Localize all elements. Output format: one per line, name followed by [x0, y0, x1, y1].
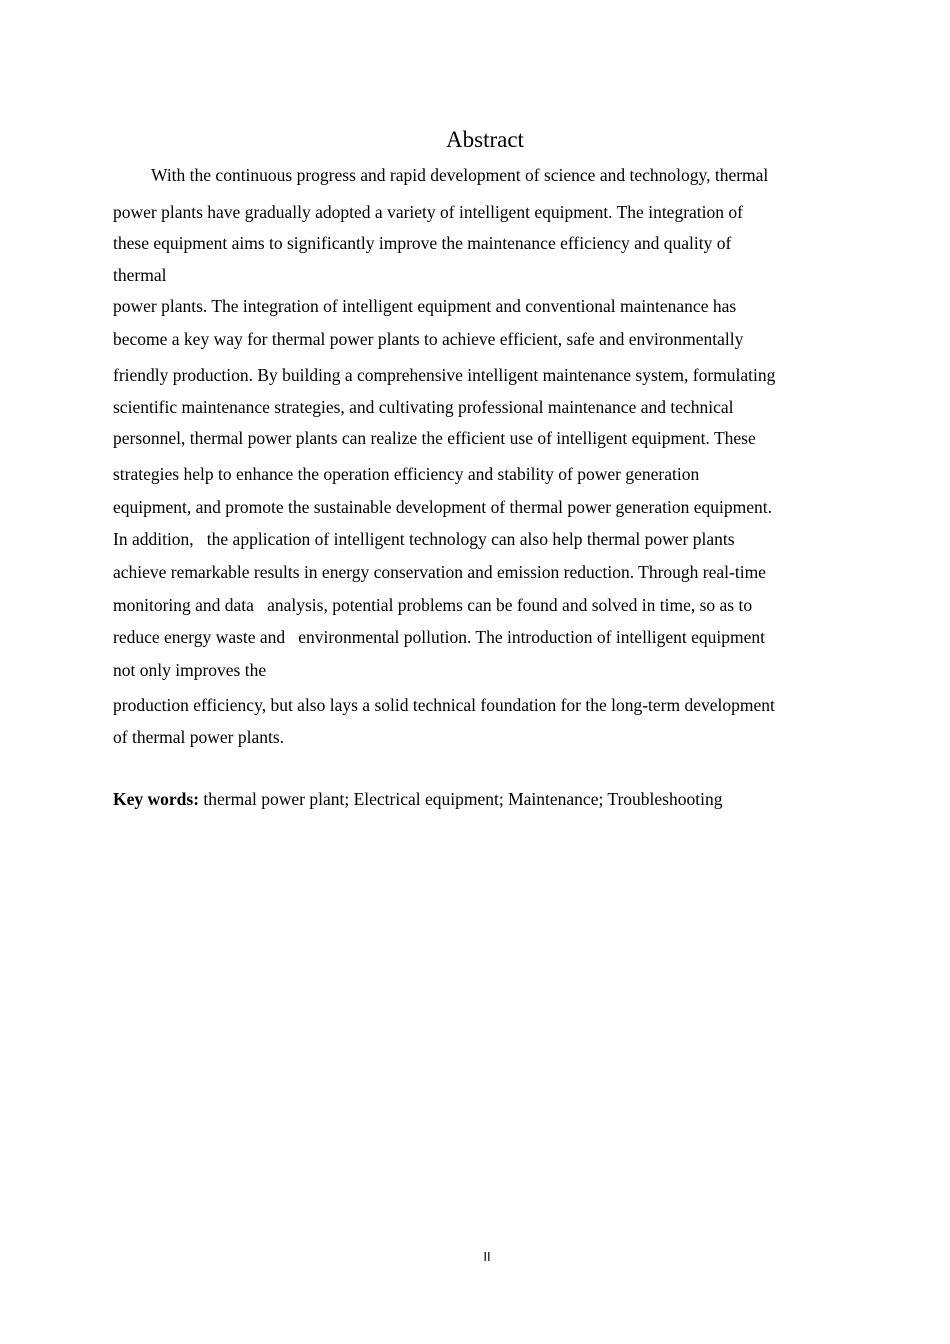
abstract-line: become a key way for thermal power plants to achieve efficient, safe and environmentally — [113, 329, 744, 349]
abstract-line: equipment, and promote the sustainable development of thermal power generation equipment. — [113, 497, 772, 517]
abstract-line: achieve remarkable results in energy conservation and emission reduction. Through real-time — [113, 562, 766, 582]
abstract-line: scientific maintenance strategies, and cultivating professional maintenance and technical — [113, 397, 734, 417]
abstract-line: power plants. The integration of intelligent equipment and conventional maintenance has — [113, 296, 737, 316]
abstract-line: production efficiency, but also lays a solid technical foundation for the long-term development — [113, 695, 775, 715]
abstract-line: not only improves the — [113, 660, 267, 680]
abstract-line: of thermal power plants. — [113, 727, 285, 747]
abstract-line: strategies help to enhance the operation efficiency and stability of power generation — [113, 464, 700, 484]
abstract-title: Abstract — [446, 127, 524, 152]
abstract-line: power plants have gradually adopted a variety of intelligent equipment. The integration of — [113, 202, 743, 222]
abstract-line: reduce energy waste and environmental pollution. The introduction of intelligent equipment — [113, 627, 766, 647]
page-number: II — [483, 1249, 491, 1264]
abstract-line: monitoring and data analysis, potential problems can be found and solved in time, so as to — [113, 595, 753, 615]
abstract-line: personnel, thermal power plants can realize the efficient use of intelligent equipment. These — [113, 428, 756, 448]
keywords-label: Key words: — [113, 789, 200, 809]
keywords-line — [113, 788, 722, 810]
abstract-line: these equipment aims to significantly improve the maintenance efficiency and quality of — [113, 233, 732, 253]
abstract-line: friendly production. By building a comprehensive intelligent maintenance system, formulating — [113, 365, 776, 385]
abstract-line: thermal — [113, 265, 167, 285]
abstract-line: In addition, the application of intelligent technology can also help thermal power plants — [113, 529, 735, 549]
abstract-line: With the continuous progress and rapid development of science and technology, thermal — [151, 165, 769, 185]
keywords-text: thermal power plant; Electrical equipment; Maintenance; Troubleshooting — [199, 789, 723, 809]
